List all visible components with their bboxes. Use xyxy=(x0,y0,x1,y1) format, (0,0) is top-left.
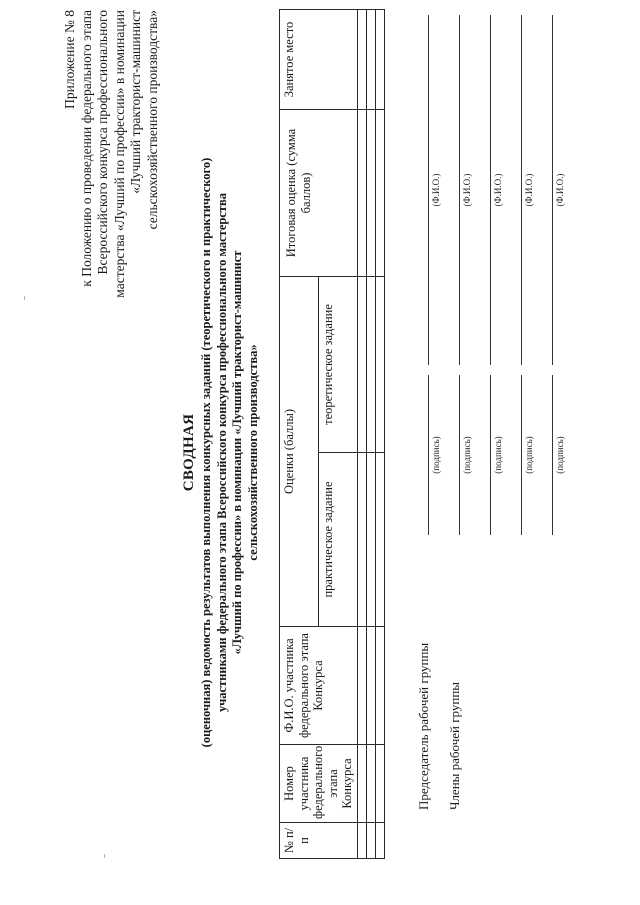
signature-caption: (подпись) xyxy=(555,436,565,474)
table-cell xyxy=(366,453,375,627)
table-cell xyxy=(357,10,366,110)
appendix-line: мастерства «Лучший по профессии» в номинации xyxy=(111,10,127,298)
signature-caption: (подпись) xyxy=(493,436,503,474)
appendix-line: к Положению о проведении федерального этапа xyxy=(78,10,94,287)
header-num: № п/п xyxy=(280,823,358,859)
table-cell xyxy=(366,627,375,745)
fio-caption: (Ф.И.О.) xyxy=(431,173,441,207)
signature-row-member xyxy=(445,10,472,810)
heading-line: «Лучший по профессии» в номинации «Лучший тракторист-машинист xyxy=(230,250,244,655)
fio-line xyxy=(521,15,522,365)
fio-caption: (Ф.И.О.) xyxy=(524,173,534,207)
members-label: Члены рабочей группы xyxy=(447,681,462,810)
table-row xyxy=(375,10,384,859)
table-cell xyxy=(375,277,384,453)
fio-line xyxy=(459,15,460,365)
signature-caption: (подпись) xyxy=(431,436,441,474)
signature-row-member xyxy=(507,10,534,810)
document-title: СВОДНАЯ xyxy=(181,413,197,492)
table-cell xyxy=(375,745,384,823)
appendix-line: сельскохозяйственного производства» xyxy=(144,10,160,230)
table-cell xyxy=(375,10,384,110)
header-theoretical: теоретическое задание xyxy=(318,277,357,453)
signature-row-chair xyxy=(414,10,441,810)
table-row xyxy=(366,10,375,859)
fio-caption: (Ф.И.О.) xyxy=(555,173,565,207)
table-cell xyxy=(366,110,375,277)
fio-line xyxy=(490,15,491,365)
signature-caption: (подпись) xyxy=(462,436,472,474)
table-cell xyxy=(366,823,375,859)
table-cell xyxy=(357,823,366,859)
fio-line xyxy=(552,15,553,365)
table-cell xyxy=(357,453,366,627)
table-cell xyxy=(375,110,384,277)
appendix-line: «Лучший тракторист-машинист xyxy=(128,10,143,194)
chair-label: Председатель рабочей группы xyxy=(416,642,431,810)
table-cell xyxy=(366,10,375,110)
table-row xyxy=(357,10,366,859)
header-practical: практическое задание xyxy=(318,453,357,627)
table-cell xyxy=(357,745,366,823)
signature-line xyxy=(552,375,553,535)
fio-line xyxy=(428,15,429,365)
table-cell xyxy=(357,110,366,277)
signature-line xyxy=(428,375,429,535)
signature-row-member xyxy=(476,10,503,810)
table-cell xyxy=(375,823,384,859)
fio-caption: (Ф.И.О.) xyxy=(462,173,472,207)
table-cell xyxy=(357,627,366,745)
header-scores: Оценки (баллы) xyxy=(280,277,319,627)
fio-caption: (Ф.И.О.) xyxy=(493,173,503,207)
heading-line: (оценочная) ведомость результатов выполнения конкурсных заданий (теоретического и практического) xyxy=(199,157,213,748)
heading-line: сельскохозяйственного производства» xyxy=(245,344,260,561)
table-cell xyxy=(375,453,384,627)
appendix-line: Всероссийского конкурса профессионального xyxy=(95,10,110,275)
table-cell xyxy=(357,277,366,453)
table-header-row xyxy=(280,10,319,859)
signature-line xyxy=(490,375,491,535)
results-table xyxy=(279,9,385,859)
signature-row-member xyxy=(538,10,565,810)
appendix-line: Приложение № 8 xyxy=(62,10,77,109)
table-cell xyxy=(366,277,375,453)
signature-caption: (подпись) xyxy=(524,436,534,474)
header-fio: Ф.И.О. участника федерального этапа Конкурса xyxy=(280,627,358,745)
signature-line xyxy=(521,375,522,535)
heading-line: участниками федерального этапа Всероссийского конкурса профессионального мастерства xyxy=(214,192,229,713)
header-participant-number: Номер участника федерального этапа Конкурса xyxy=(280,745,358,823)
signature-line xyxy=(459,375,460,535)
header-total: Итоговая оценка (сумма баллов) xyxy=(280,110,358,277)
table-cell xyxy=(366,745,375,823)
table-cell xyxy=(375,627,384,745)
document-heading xyxy=(180,90,261,815)
header-place: Занятое место xyxy=(280,10,358,110)
appendix-note xyxy=(62,10,161,430)
